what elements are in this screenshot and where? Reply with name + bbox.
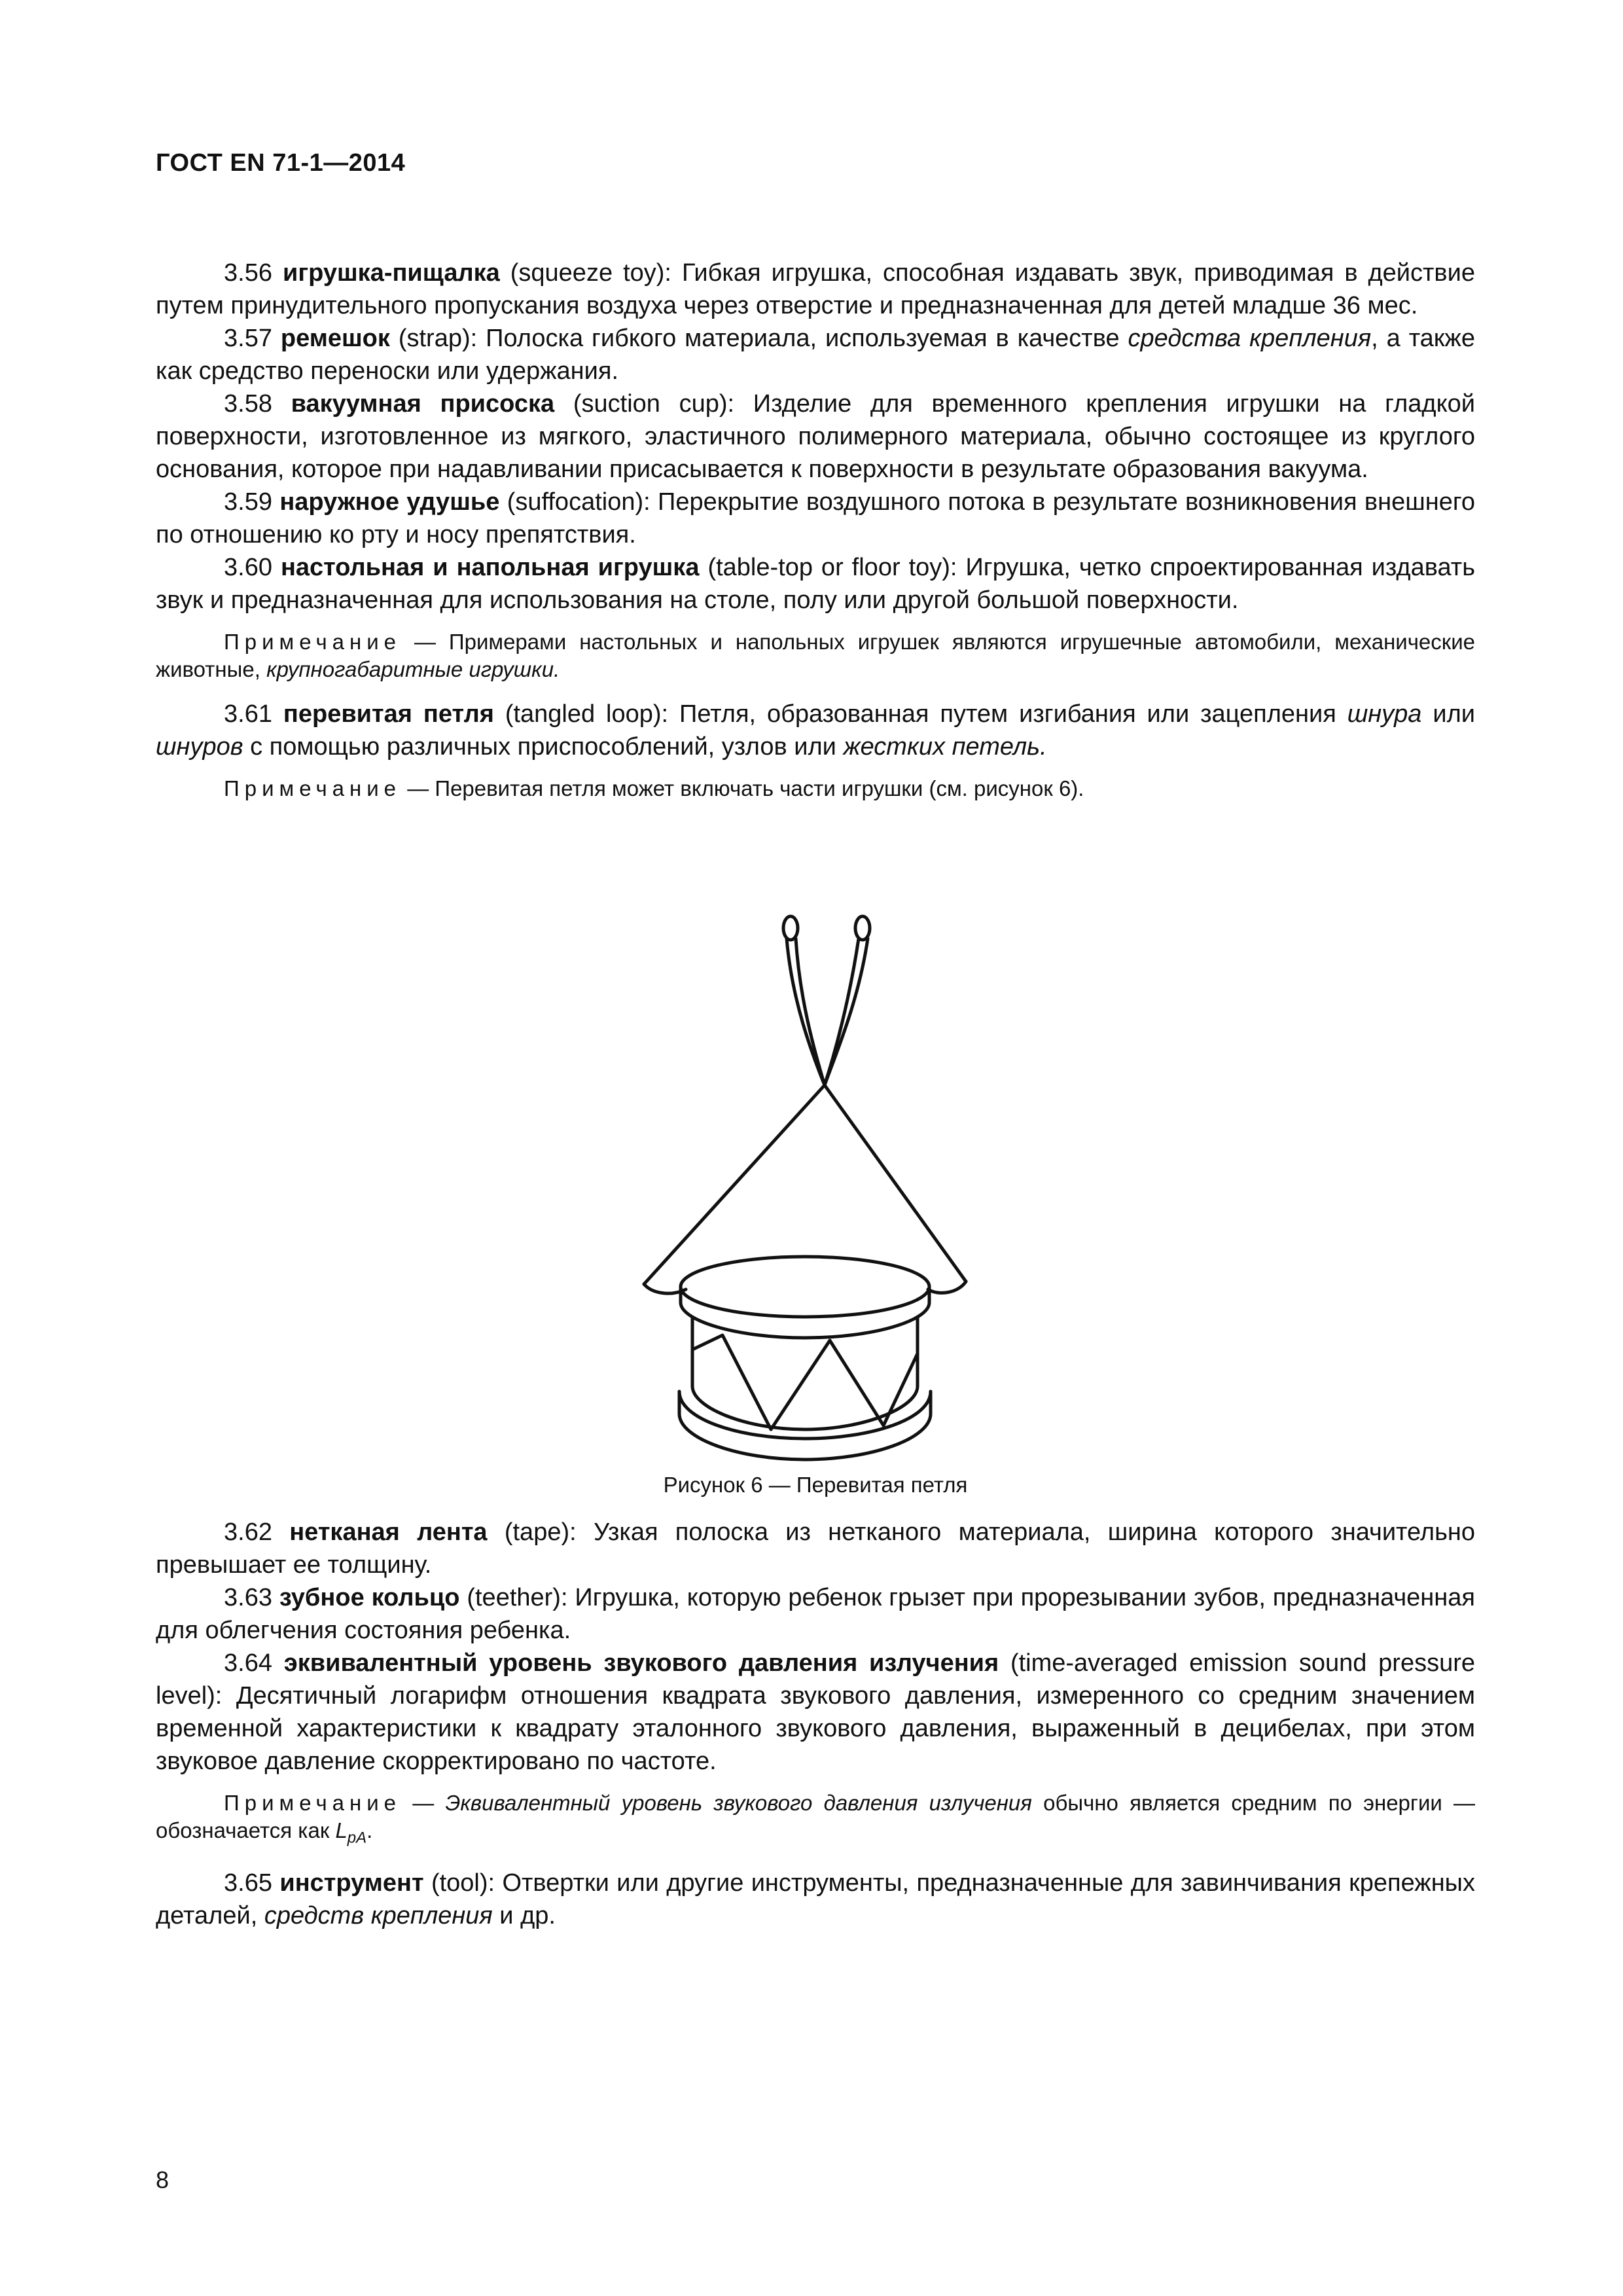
term-3-60: 3.60 настольная и напольная игрушка (table-top or floor toy): Игрушка, четко спроектированная издавать звук и предназначенная для использования на столе, полу или другой большой поверхности. <box>156 554 1476 614</box>
term-3-63: 3.63 зубное кольцо (teether): Игрушка, которую ребенок грызет при прорезывании зубов, предназначенная для облегчения состояния ребенка. <box>156 1584 1475 1644</box>
string-right <box>825 1085 966 1282</box>
drum-top <box>681 1257 929 1317</box>
document-header: ГОСТ EN 71-1—2014 <box>156 149 406 177</box>
term-3-56: 3.56 игрушка-пищалка (squeeze toy): Гибкая игрушка, способная издавать звук, приводимая в действие путем принудительного пропускания воздуха через отверстие и предназначенная для детей младше 36 мес. <box>156 259 1475 319</box>
term-3-64: 3.64 эквивалентный уровень звукового давления излучения (time-averaged emission sound pressure level): Десятичный логарифм отношения квадрата звукового давления, измеренного со средним значением временной характеристики к квадрату эталонного звукового давления, выраженный в децибелах, при этом звуковое давление скорректировано по частоте. <box>156 1649 1476 1775</box>
note-3-60: Примечание — Примерами настольных и напольных игрушек являются игрушечные автомобили, механические животные, крупногабаритные игрушки. <box>156 630 1475 681</box>
page-number: 8 <box>156 2166 169 2193</box>
term-3-59: 3.59 наружное удушье (suffocation): Перекрытие воздушного потока в результате возникновения внешнего по отношению ко рту и носу препятствия. <box>156 488 1475 548</box>
figure-6 <box>156 817 1475 1471</box>
tab-right <box>928 1282 966 1293</box>
term-3-57: 3.57 ремешок (strap): Полоска гибкого материала, используемая в качестве средства крепления, а также как средство переноски или удержания. <box>156 325 1475 385</box>
term-3-61: 3.61 перевитая петля (tangled loop): Петля, образованная путем изгибания или зацепления шнура или шнуров с помощью различных приспособлений, узлов или жестких петель. <box>156 700 1476 761</box>
document-body <box>156 257 1475 1932</box>
tangled-loop-drum-illustration <box>640 902 980 1465</box>
cord-right-a <box>825 939 859 1085</box>
loop-end-left <box>783 916 798 940</box>
string-left <box>644 1085 825 1284</box>
term-3-58: 3.58 вакуумная присоска (suction cup): Изделие для временного крепления игрушки на гладкой поверхности, изготовленное из мягкого, эластичного полимерного материала, обычно состоящее из круглого основания, которое при надавливании присасывается к поверхности в результате образования вакуума. <box>156 390 1475 483</box>
term-3-62: 3.62 нетканая лента (tape): Узкая полоска из нетканого материала, ширина которого значительно превышает ее толщину. <box>156 1518 1475 1579</box>
figure-6-caption: Рисунок 6 — Перевитая петля <box>663 1473 968 1497</box>
drum-base-top <box>679 1391 931 1439</box>
drum-top-rim <box>681 1287 929 1338</box>
note-3-61: Примечание — Перевитая петля может включать части игрушки (см. рисунок 6). <box>224 776 1084 800</box>
note-3-64: Примечание — Эквивалентный уровень звукового давления излучения обычно является средним по энергии — обозначается как $L_{pA}$. <box>156 1791 1476 1847</box>
term-3-65: 3.65 инструмент (tool): Отвертки или другие инструменты, предназначенные для завинчивания крепежных деталей, средств крепления и др. <box>156 1869 1475 1929</box>
loop-end-right <box>855 916 870 940</box>
